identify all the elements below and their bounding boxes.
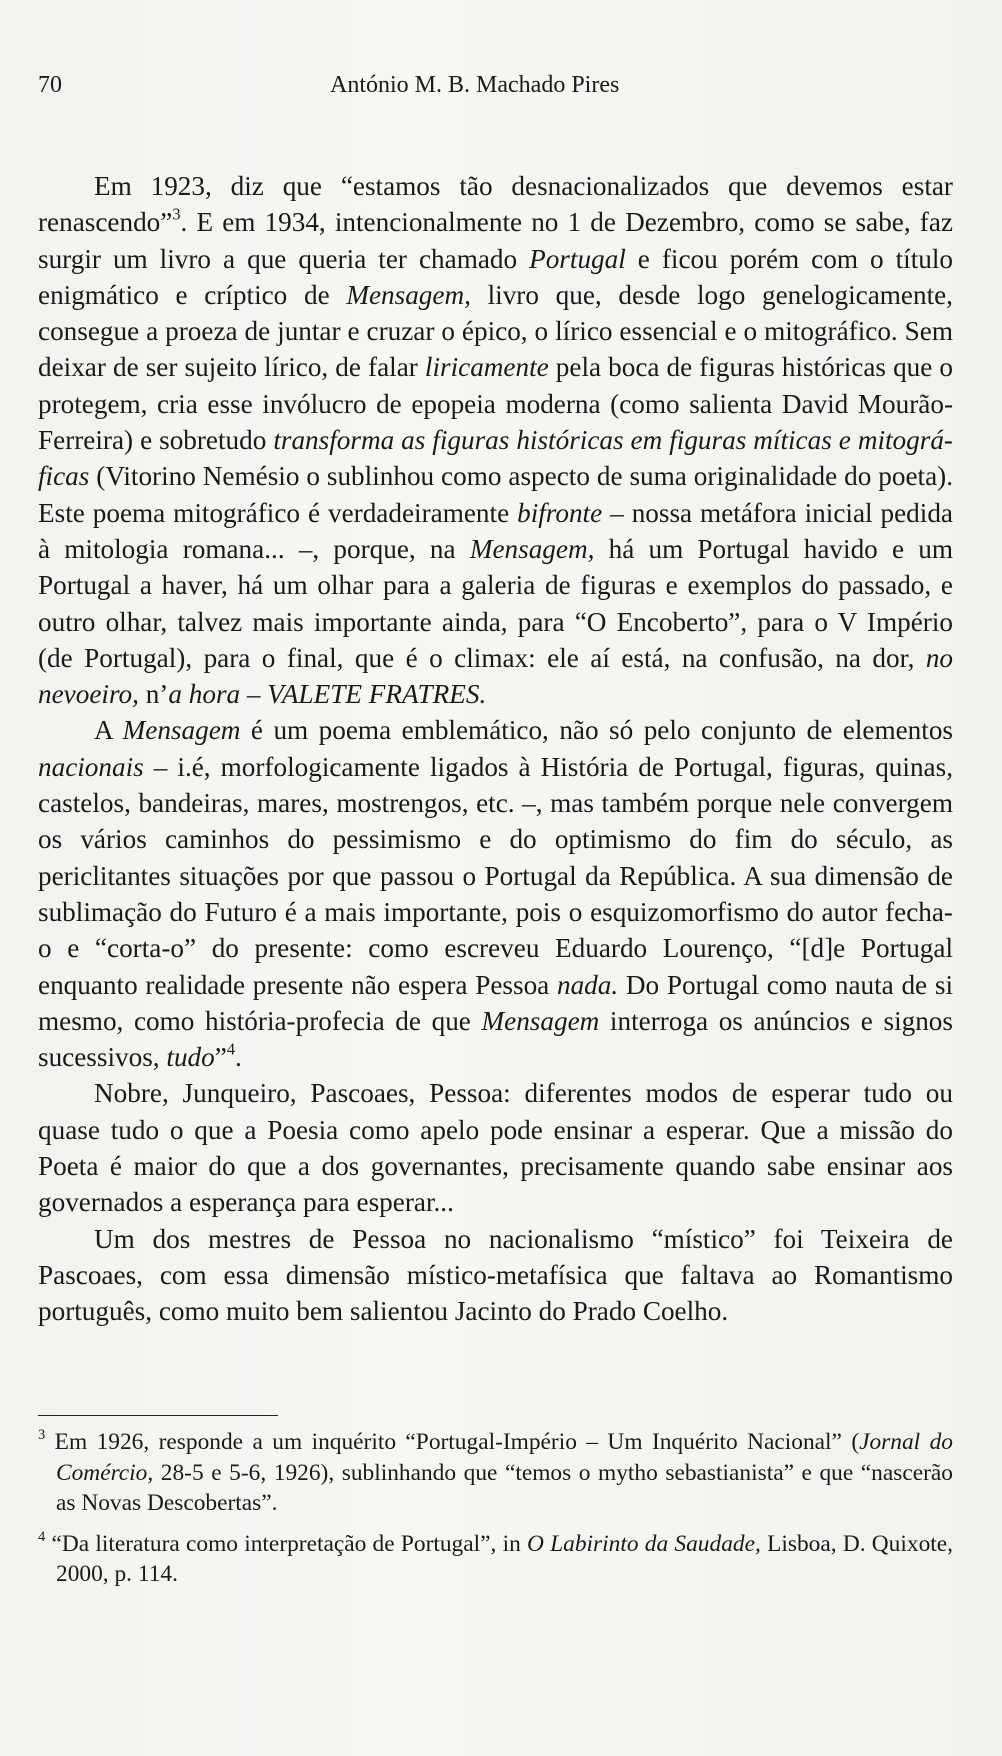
text-run: – i.é, morfologicamente ligados à História de Portugal, figuras, quinas, castelos, bandeiras, mares, mostrengos, etc. –, mas também porque nele convergem os vários caminhos do pessimismo e do optimismo do fim do século, as periclitantes situações por que passou o Portugal da República. A sua dimensão de sublimação do Futuro é a mais importante, pois o esquizomorfismo do autor fecha-o e “corta-o” do presente: como escreveu Eduardo Lourenço, “[d]e Portugal enquanto realidade presente não espera Pessoa bbox=[38, 751, 953, 1000]
footnote-ref: 4 bbox=[226, 1039, 235, 1059]
text-run: pela boca de figuras históricas que o protegem, cria esse invólucro de epopeia moderna (como salienta David Mourão-Ferreira) e sobretudo bbox=[38, 352, 953, 456]
italic-text: liricamente bbox=[424, 352, 549, 383]
italic-text: bifronte bbox=[517, 497, 603, 528]
italic-text: nacionais bbox=[38, 751, 144, 782]
footnote-ref: 3 bbox=[172, 204, 181, 224]
italic-text: Mensagem bbox=[481, 1005, 600, 1036]
italic-text: nada. bbox=[556, 969, 619, 1000]
text-run: Nobre, Junqueiro, Pascoaes, Pessoa: diferentes modos de esperar tudo ou quase tudo o que a Poesia como apelo pode ensinar a esperar. Que a missão do Poeta é maior do que a dos governantes, precisamente quando sabe ensinar aos governados a esperança para esperar... bbox=[38, 1078, 953, 1218]
page-number: 70 bbox=[38, 72, 62, 98]
text-run: há um Portugal havido e um Portugal a haver, há um olhar para a galeria de figuras e exemplos do passado, e outro olhar, talvez mais importante ainda, para “O Encoberto”, para o V Império (de Portugal), para o final, que é o climax: ele aí está, na confusão, na dor, bbox=[38, 533, 953, 673]
paragraph bbox=[38, 712, 953, 1075]
text-run: Lisboa, D. Quixote, 2000, p. 114. bbox=[56, 1530, 953, 1587]
text-run: A bbox=[94, 715, 123, 746]
text-run: “Da literatura como interpretação de Portugal”, in bbox=[45, 1530, 528, 1557]
italic-text: Mensagem, bbox=[469, 533, 595, 564]
italic-text: Mensagem bbox=[122, 715, 241, 746]
paragraph bbox=[38, 1221, 953, 1330]
italic-text: Mensagem, bbox=[346, 279, 471, 310]
italic-text: Portugal bbox=[529, 243, 626, 274]
text-run: . E em 1934, intencionalmente no 1 de Dezembro, como se sabe, faz surgir um livro a que queria ter chamado bbox=[38, 207, 953, 274]
text-run: . bbox=[234, 1042, 242, 1073]
body-text bbox=[38, 168, 953, 1330]
footnote-number: 4 bbox=[38, 1528, 46, 1545]
text-run: é um poema emblemático, não só pelo conjunto de elementos bbox=[240, 715, 953, 746]
footnote bbox=[38, 1427, 953, 1519]
text-run: n’ bbox=[138, 679, 169, 710]
text-run: (Vitorino Nemésio o sublinhou como aspecto de suma originalidade do poeta). Este poema mitográfico é verdadeiramente bbox=[38, 461, 953, 528]
text-run: Em 1926, responde a um inquérito “Portugal-Império – Um Inquérito Nacional” ( bbox=[45, 1429, 860, 1455]
running-head-author: António M. B. Machado Pires bbox=[330, 72, 620, 98]
italic-text: a hora – VALETE FRATRES. bbox=[168, 679, 487, 710]
italic-text: tudo bbox=[166, 1042, 215, 1073]
footnotes bbox=[38, 1427, 953, 1600]
italic-text: transforma as figuras históricas em figuras míticas e mitográficas bbox=[38, 425, 953, 492]
text-run: e ficou porém com o título enigmático e críptico de bbox=[38, 243, 953, 310]
italic-text: no nevoeiro, bbox=[38, 642, 953, 710]
text-run: ” bbox=[214, 1042, 227, 1073]
footnote bbox=[38, 1529, 953, 1590]
paragraph bbox=[38, 1075, 953, 1220]
page-header bbox=[38, 72, 942, 102]
italic-text: O Labirinto da Saudade, bbox=[527, 1530, 761, 1557]
text-run: interroga os anúncios e signos sucessivos, bbox=[38, 1005, 953, 1073]
text-run: Do Portugal como nauta de si mesmo, como história-profecia de que bbox=[38, 969, 953, 1036]
text-run: Em 1923, diz que “estamos tão desnacionalizados que devemos estar renascendo” bbox=[38, 171, 953, 238]
paragraph bbox=[38, 168, 953, 712]
text-run: livro que, desde logo genelogicamente, consegue a proeza de juntar e cruzar o épico, o lírico essencial e o mitográfico. Sem deixar de ser sujeito lírico, de falar bbox=[38, 279, 953, 383]
text-run: Um dos mestres de Pessoa no nacionalismo “místico” foi Teixeira de Pascoaes, com essa dimensão místico-metafísica que faltava ao Romantismo português, como muito bem salientou Jacinto do Prado Coelho. bbox=[38, 1223, 953, 1327]
footnote-number: 3 bbox=[38, 1426, 46, 1443]
italic-text: Jornal do Comércio, bbox=[56, 1429, 953, 1486]
footnote-separator bbox=[38, 1415, 278, 1416]
text-run: 28-5 e 5-6, 1926), sublinhando que “temos o mytho sebastianista” e que “nascerão as Novas Descobertas”. bbox=[56, 1459, 953, 1516]
text-run: – nossa metáfora inicial pedida à mitologia romana... –, porque, na bbox=[38, 497, 953, 564]
